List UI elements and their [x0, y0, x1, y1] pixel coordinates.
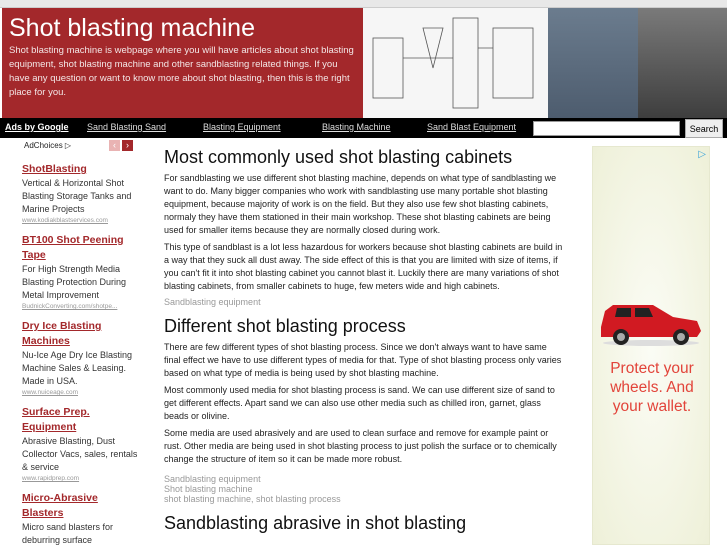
- adchoices-icon: ▷: [64, 141, 72, 150]
- article-paragraph: There are few different types of shot blasting process. Since we don't always want to have same final effect we have to use different types of media for that. Type of shot blasting process only varies based on what type of media is being used by shot blasting machine.: [164, 342, 562, 378]
- ads-by-google-link[interactable]: Ads by Google: [5, 122, 69, 132]
- nav-link[interactable]: Blasting Equipment: [203, 122, 281, 132]
- category-link[interactable]: Sandblasting equipment: [164, 297, 261, 307]
- ad-url[interactable]: www.nuiceage.com: [22, 389, 78, 396]
- ad-title[interactable]: Dry Ice Blasting Machines: [22, 320, 102, 347]
- site-header: [2, 8, 363, 118]
- nav-link[interactable]: Sand Blast Equipment: [427, 122, 517, 132]
- next-ad-button[interactable]: ›: [122, 140, 133, 151]
- ad-url[interactable]: BudnickConverting.com/shotpe...: [22, 303, 118, 310]
- ad-desc: Micro sand blasters for deburring surface: [22, 522, 114, 545]
- article-title[interactable]: Different shot blasting process: [164, 316, 406, 336]
- blasting-diagram-image: [363, 8, 548, 118]
- article-title[interactable]: Most commonly used shot blasting cabinets: [164, 147, 513, 167]
- nav-link[interactable]: Blasting Machine: [322, 122, 391, 132]
- article-paragraph: Some media are used abrasively and are used to clean surface and remove for example paint or rust. Other media are being used in shot blasting process to just polish the surface or to chemically change the structure of item so it can be made more robust.: [164, 428, 557, 464]
- ad-item: [22, 319, 142, 397]
- category-link[interactable]: Sandblasting equipment: [164, 474, 261, 484]
- adchoices-icon[interactable]: ▷: [698, 149, 706, 160]
- site-description: Shot blasting machine is webpage where you will have articles about shot blasting equipment, shot blasting machine and other sandblasting related things. If you have any question or want to know more about shot blasting, then this is the right place for you.: [9, 45, 354, 98]
- ad-url[interactable]: www.kodiakblastservices.com: [22, 217, 108, 224]
- adchoices-text: AdChoices: [24, 141, 63, 150]
- nav-link[interactable]: Sand Blasting Sand: [87, 122, 167, 132]
- tag-links[interactable]: shot blasting machine, shot blasting process: [164, 494, 341, 504]
- adchoices-label[interactable]: [24, 141, 71, 150]
- search-input[interactable]: [533, 121, 680, 136]
- ad-desc: Nu-Ice Age Dry Ice Blasting Machine Sales & Leasing. Made in USA.: [22, 350, 133, 386]
- site-title[interactable]: Shot blasting machine: [9, 14, 255, 42]
- ad-title[interactable]: ShotBlasting: [22, 163, 87, 175]
- ad-desc: Vertical & Horizontal Shot Blasting Storage Tanks and Marine Projects: [22, 178, 132, 214]
- top-border: [0, 0, 727, 8]
- ad-title[interactable]: Surface Prep. Equipment: [22, 406, 90, 433]
- right-banner-ad[interactable]: [592, 146, 710, 545]
- left-ads: [22, 162, 142, 555]
- ad-item: [22, 405, 142, 483]
- ad-slogan: Protect your wheels. And your wallet.: [610, 360, 694, 415]
- article-tags: [164, 297, 564, 307]
- article-title[interactable]: Sandblasting abrasive in shot blasting: [164, 513, 467, 533]
- search-button[interactable]: Search: [685, 119, 723, 138]
- worker-photo: [548, 8, 638, 118]
- article-paragraph: This type of sandblast is a lot less hazardous for workers because shot blasting cabinets are build in a way that they suck all dust away. The side effect of this is that you are limited with size of items, if you can't fit it into shot blasting cabinet you cannot blast it. Luckily there are many variations of shot blasting cabinets, from smaller cabinets to huge, few meters wide and high cabinets.: [164, 242, 563, 291]
- article-tags: [164, 474, 564, 504]
- category-link[interactable]: Shot blasting machine: [164, 484, 253, 494]
- article-paragraph: For sandblasting we use different shot blasting machine, depends on what type of sandblasting we want to do. Many bigger companies who work with sandblasting use many portable shot blasting equipment, because majority of work is on the field. But they also use few shot blasting cabinets, normaly they have them stationed in their main workshop. These shot blasting cabinets are being used for smaller items because they are normally closed during work.: [164, 173, 557, 235]
- ad-url[interactable]: www.rapidprep.com: [22, 475, 80, 482]
- ad-item: [22, 233, 142, 311]
- ad-link-bar: [0, 118, 727, 138]
- ad-title[interactable]: Micro-Abrasive Blasters: [22, 492, 98, 519]
- machine-photo: [638, 8, 727, 118]
- header-image: [363, 8, 727, 118]
- ad-desc: For High Strength Media Blasting Protection During Metal Improvement: [22, 264, 127, 300]
- article-paragraph: Most commonly used media for shot blasting process is sand. We can use different size of sand to get different effects. Apart sand we can also use other media such as chilled iron, garnet, glass beads or olivine.: [164, 385, 555, 421]
- ad-item: [22, 162, 142, 225]
- ad-title[interactable]: BT100 Shot Peening Tape: [22, 234, 124, 261]
- main-content: [164, 146, 564, 538]
- ad-item: [22, 491, 142, 547]
- prev-ad-button[interactable]: ‹: [109, 140, 120, 151]
- car-image: [597, 297, 705, 347]
- ad-desc: Abrasive Blasting, Dust Collector Vacs, sales, rentals & service: [22, 436, 138, 472]
